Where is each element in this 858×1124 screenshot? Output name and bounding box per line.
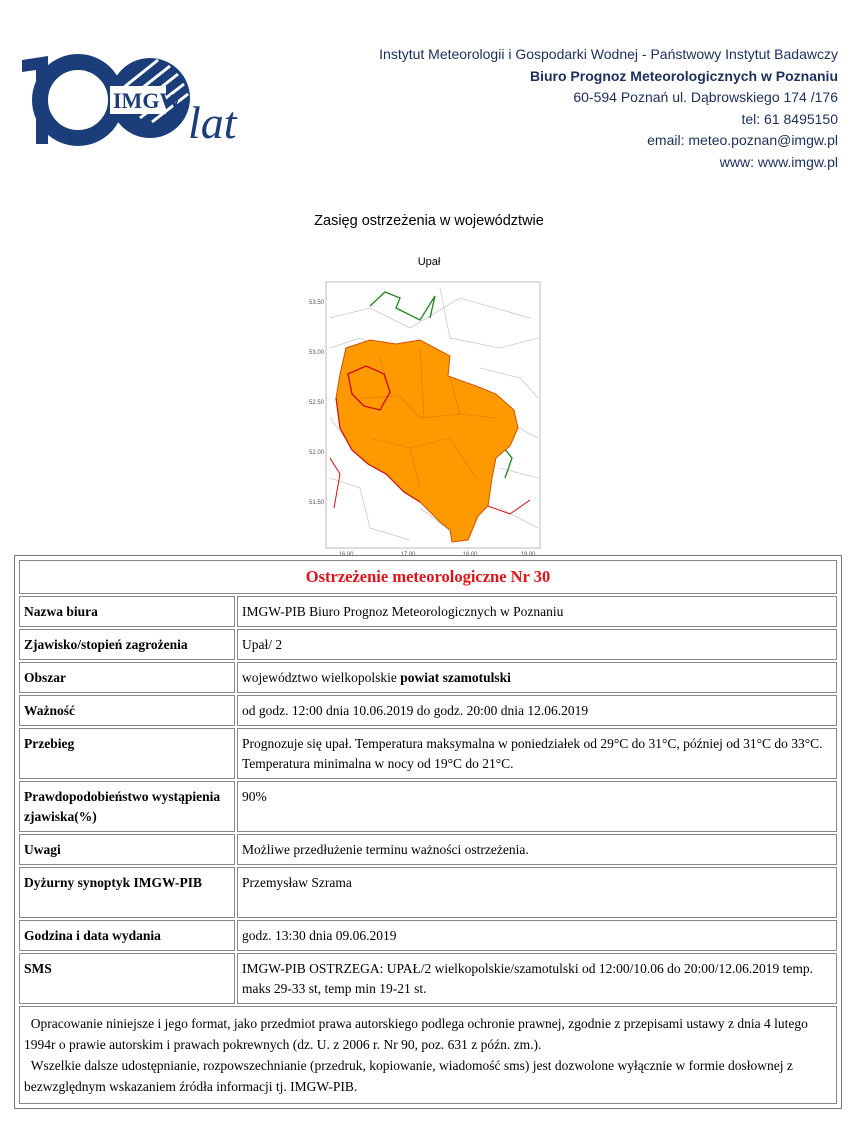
office-website[interactable]: www: www.imgw.pl [719, 153, 838, 170]
lat-label: 52.00 [308, 450, 324, 456]
table-row [19, 834, 837, 865]
area-voivodeship: województwo wielkopolskie [242, 670, 397, 685]
institute-name: Instytut Meteorologii i Gospodarki Wodnej - Państwowy Instytut Badawczy [379, 46, 838, 62]
office-phone[interactable]: tel: 61 8495150 [741, 110, 838, 127]
office-name: Biuro Prognoz Meteorologicznych w Poznaniu [529, 67, 838, 84]
table-row [19, 695, 837, 726]
lon-label: 16.00 [338, 552, 354, 558]
office-email[interactable]: email: meteo.poznan@imgw.pl [647, 132, 838, 148]
row-value: IMGW-PIB Biuro Prognoz Meteorologicznych w Poznaniu [237, 596, 837, 627]
legal-notice-distribution: Wszelkie dalsze udostępnianie, rozpowszechnianie (przedruk, kopiowanie, wiadomość sms) jest dozwolone wyłącznie w formie dosłownej z bezwzględnym wskazaniem źródła informacji tj. IMGW-PIB. [24, 1058, 793, 1094]
table-row [19, 1006, 837, 1104]
warning-table [17, 558, 839, 1106]
row-label: Nazwa biura [19, 596, 235, 627]
lat-label: 52.50 [308, 400, 324, 406]
area-powiat: powiat szamotulski [400, 670, 511, 685]
lon-label: 18.00 [462, 552, 478, 558]
legal-notice-copyright: Opracowanie niniejsze i jego format, jako przedmiot prawa autorskiego podlega ochronie prawnej, zgodnie z przepisami ustawy z dnia 4 lutego 1994r o prawie autorskim i prawach pokrewnych (dz. U. z 2006 r. Nr 90, poz. 631 z późn. zm.). [24, 1016, 808, 1052]
logo-emblem-text: IMGW [113, 88, 182, 113]
row-label: Dyżurny synoptyk IMGW-PIB [19, 867, 235, 918]
row-label: Obszar [19, 662, 235, 693]
table-row [19, 662, 837, 693]
lat-label: 51.50 [308, 500, 324, 506]
institute-contact-block [379, 44, 838, 173]
warning-table-frame [14, 555, 842, 1109]
map-caption: Upał [417, 256, 441, 268]
row-value: godz. 13:30 dnia 09.06.2019 [237, 920, 837, 951]
table-row [19, 867, 837, 918]
row-label: Prawdopodobieństwo wystąpienia zjawiska(%) [19, 781, 235, 832]
table-row [19, 953, 837, 1004]
office-address: 60-594 Poznań ul. Dąbrowskiego 174 /176 [573, 89, 838, 105]
row-value: Prognozuje się upał. Temperatura maksymalna w poniedziałek od 29°C do 31°C, później od 31°C do 33°C. Temperatura minimalna w nocy od 19°C do 21°C. [237, 728, 837, 779]
row-label: Przebieg [19, 728, 235, 779]
lon-label: 17.00 [400, 552, 416, 558]
map-graphic [300, 278, 545, 558]
row-label: Zjawisko/stopień zagrożenia [19, 629, 235, 660]
table-row [19, 781, 837, 832]
row-value: od godz. 12:00 dnia 10.06.2019 do godz. 20:00 dnia 12.06.2019 [237, 695, 837, 726]
table-row [19, 629, 837, 660]
lat-label: 53.50 [308, 300, 324, 306]
legal-notice [19, 1006, 837, 1104]
row-value-area [237, 662, 837, 693]
table-row [19, 596, 837, 627]
table-row [19, 728, 837, 779]
row-value: Upał/ 2 [237, 629, 837, 660]
row-value: Przemysław Szrama [237, 867, 837, 918]
row-label: Ważność [19, 695, 235, 726]
lat-label: 53.00 [308, 350, 324, 356]
row-value: IMGW-PIB OSTRZEGA: UPAŁ/2 wielkopolskie/szamotulski od 12:00/10.06 do 20:00/12.06.2019 temp. maks 29-33 st, temp min 19-21 st. [237, 953, 837, 1004]
row-value: Możliwe przedłużenie terminu ważności ostrzeżenia. [237, 834, 837, 865]
row-label: Godzina i data wydania [19, 920, 235, 951]
table-row [19, 560, 837, 594]
logo-graphic [18, 52, 248, 152]
map-title: Zasięg ostrzeżenia w województwie [314, 213, 544, 229]
imgw-100-lat-logo [18, 52, 248, 152]
row-value: 90% [237, 781, 837, 832]
logo-script-text: lat [188, 97, 237, 148]
lon-label: 19.00 [520, 552, 536, 558]
row-label: SMS [19, 953, 235, 1004]
table-row [19, 920, 837, 951]
row-label: Uwagi [19, 834, 235, 865]
warning-region-map [300, 278, 545, 558]
warning-title: Ostrzeżenie meteorologiczne Nr 30 [19, 560, 837, 594]
